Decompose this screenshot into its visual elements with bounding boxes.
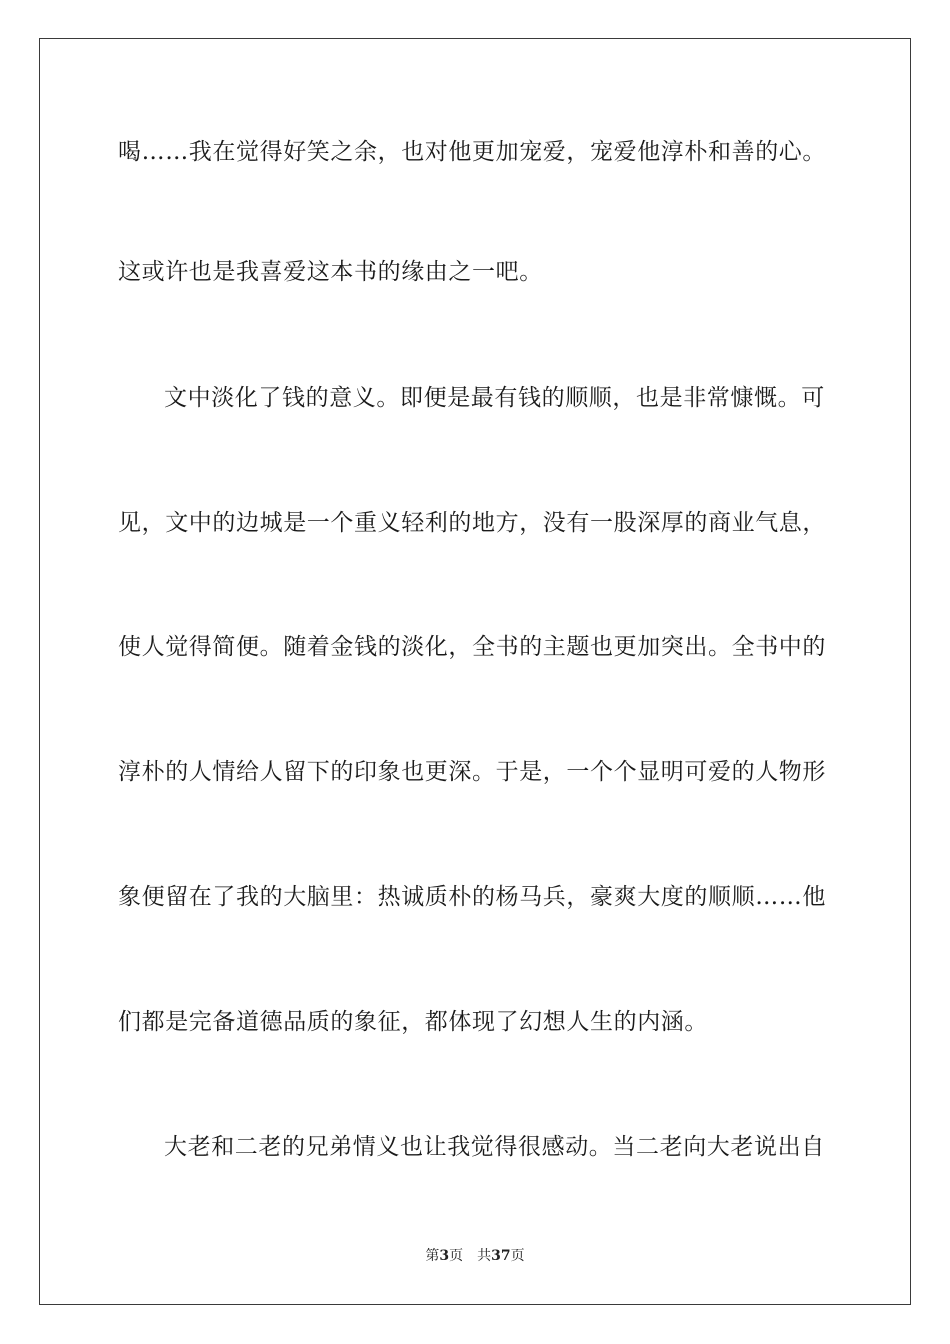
text-line-3: 文中淡化了钱的意义。即便是最有钱的顺顺，也是非常慷慨。可: [164, 385, 825, 411]
text-line-4: 见，文中的边城是一个重义轻利的地方，没有一股深厚的商业气息，: [118, 510, 826, 536]
text-line-5: 使人觉得简便。随着金钱的淡化，全书的主题也更加突出。全书中的: [118, 634, 826, 660]
text-line-7: 象便留在了我的大脑里：热诚质朴的杨马兵，豪爽大度的顺顺……他: [118, 884, 826, 910]
text-line-1: 喝……我在觉得好笑之余，也对他更加宠爱，宠爱他淳朴和善的心。: [118, 139, 826, 165]
page-border: [39, 38, 911, 1305]
total-prefix: 共: [477, 1248, 492, 1264]
text-line-6: 淳朴的人情给人留下的印象也更深。于是，一个个显明可爱的人物形: [118, 759, 826, 785]
text-line-8: 们都是完备道德品质的象征，都体现了幻想人生的内涵。: [118, 1009, 708, 1035]
page-footer: [0, 1246, 950, 1266]
text-line-9: 大老和二老的兄弟情义也让我觉得很感动。当二老向大老说出自: [164, 1134, 825, 1160]
page-prefix: 第: [425, 1248, 440, 1264]
page-number: 3: [439, 1248, 450, 1264]
text-line-2: 这或许也是我喜爱这本书的缘由之一吧。: [118, 259, 543, 285]
page-suffix: 页: [449, 1248, 464, 1264]
total-pages: 37: [491, 1248, 511, 1264]
total-suffix: 页: [510, 1248, 525, 1264]
